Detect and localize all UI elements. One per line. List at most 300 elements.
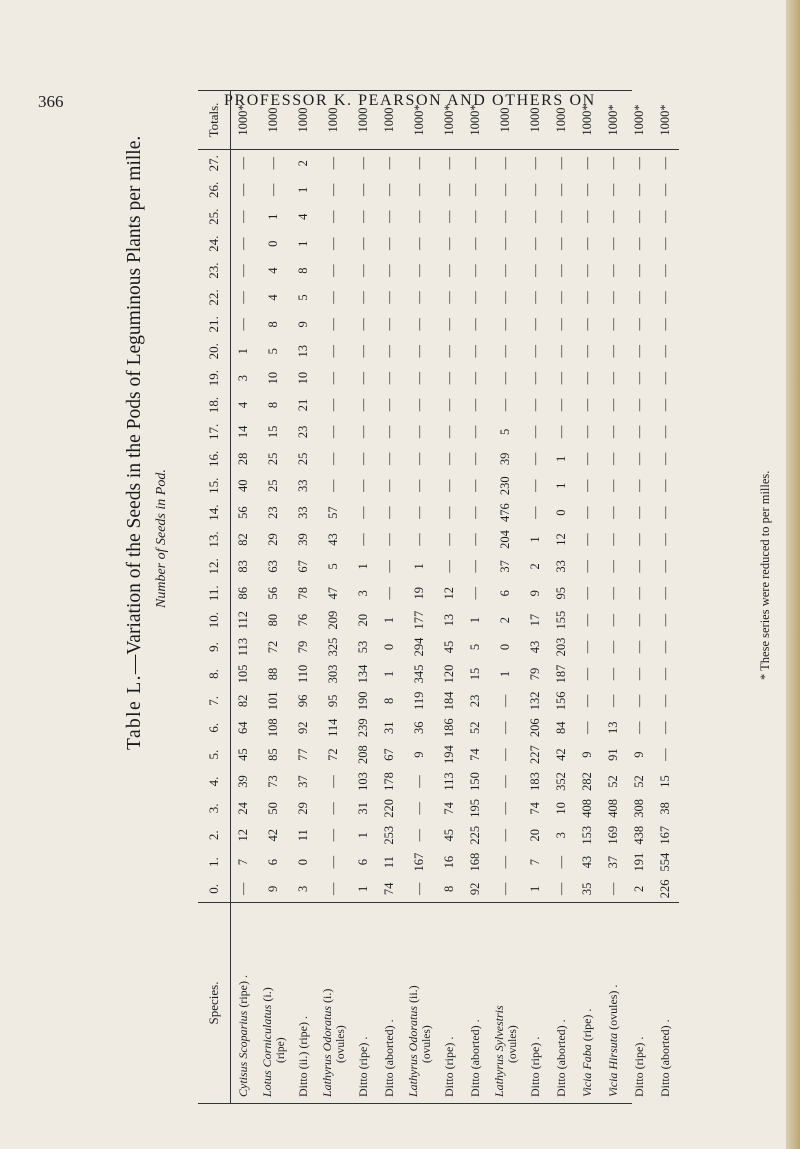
value-cell: — — [658, 371, 672, 385]
value-cell: — — [442, 371, 456, 385]
value-cell: 1 — [356, 832, 370, 839]
value-cell: 1 — [468, 617, 482, 624]
value-cell: — — [236, 237, 251, 250]
value-cell: 0 — [296, 859, 310, 866]
value-cell: — — [326, 479, 340, 492]
value-cell: — — [580, 667, 594, 681]
value-cell: 1 — [296, 240, 310, 247]
column-header: 25. — [198, 203, 231, 230]
value-cell: 4 — [236, 401, 251, 409]
value-cell: 16 — [442, 855, 456, 869]
species-note: Ditto (ripe) . — [356, 1036, 370, 1097]
column-header: 15. — [198, 472, 231, 499]
column-header: 26. — [198, 176, 231, 203]
total-cell: 1000 — [317, 91, 351, 150]
value-cell: — — [580, 506, 594, 519]
value-cell: — — [382, 237, 396, 250]
value-cell: — — [632, 156, 646, 170]
value-cell: 178 — [382, 772, 396, 791]
total-cell: 1000 — [257, 91, 291, 150]
value-cell: 203 — [554, 637, 568, 657]
value-cell: 23 — [468, 694, 482, 708]
value-cell: — — [632, 264, 646, 277]
value-cell: 31 — [356, 802, 370, 815]
value-cell: — — [356, 452, 370, 466]
value-cell: — — [236, 264, 251, 277]
value-cell: — — [382, 587, 396, 600]
species-note: (ripe) . — [580, 1008, 594, 1045]
value-cell: 253 — [382, 825, 396, 845]
column-header: 10. — [198, 607, 231, 634]
value-cell: — — [266, 183, 280, 197]
value-cell: — — [528, 237, 542, 250]
value-cell: 85 — [266, 748, 280, 761]
value-cell: 113 — [236, 637, 251, 657]
value-cell: — — [498, 264, 512, 277]
value-cell: 239 — [356, 718, 370, 738]
value-cell: — — [606, 237, 620, 250]
value-cell: — — [498, 829, 512, 842]
value-cell: — — [580, 533, 594, 546]
value-cell: — — [468, 345, 482, 358]
species-cell — [463, 903, 489, 1104]
value-cell: 8 — [382, 697, 396, 704]
species-name: Vicia Hirsuta — [606, 1032, 620, 1097]
value-cell: — — [528, 156, 542, 170]
value-cell: 63 — [266, 560, 280, 573]
value-cell: — — [412, 318, 426, 331]
value-cell: 408 — [606, 799, 620, 818]
value-cell: 10 — [554, 802, 568, 815]
value-cell: — — [606, 291, 620, 304]
value-cell: — — [382, 264, 396, 277]
value-cell: — — [326, 345, 340, 358]
value-cell: 476 — [498, 503, 512, 522]
value-cell: 103 — [356, 772, 370, 791]
value-cell: 64 — [236, 721, 251, 734]
value-cell: 91 — [606, 748, 620, 761]
value-cell: — — [658, 210, 672, 224]
value-cell: 150 — [468, 772, 482, 791]
value-cell: — — [326, 371, 340, 385]
species-cell — [377, 903, 403, 1104]
value-cell: 37 — [296, 775, 310, 788]
value-cell: — — [412, 156, 426, 170]
value-cell: — — [606, 506, 620, 519]
value-cell: — — [382, 183, 396, 197]
species-cell — [403, 903, 437, 1104]
value-cell: — — [632, 183, 646, 197]
species-cell — [601, 903, 627, 1104]
value-cell: — — [326, 425, 340, 439]
value-cell: 190 — [356, 691, 370, 711]
value-cell: — — [658, 479, 672, 492]
value-cell: — — [606, 560, 620, 573]
value-cell: 345 — [412, 664, 426, 684]
value-cell: 88 — [266, 667, 280, 681]
value-cell: — — [632, 694, 646, 708]
value-cell: — — [468, 237, 482, 250]
page-number: 366 — [38, 92, 64, 111]
value-cell: 227 — [528, 745, 542, 764]
column-header: 8. — [198, 660, 231, 687]
value-cell: 3 — [554, 832, 568, 839]
value-cell: — — [632, 425, 646, 439]
value-cell: — — [606, 318, 620, 331]
value-cell: 7 — [236, 859, 251, 866]
value-cell: 29 — [296, 802, 310, 815]
value-cell: — — [658, 613, 672, 627]
value-cell: — — [382, 398, 396, 412]
species-cell — [317, 903, 351, 1104]
value-cell: 168 — [468, 852, 482, 872]
value-cell: — — [442, 210, 456, 224]
total-cell: 1000* — [231, 91, 257, 150]
value-cell: 6 — [498, 590, 512, 597]
species-note: (ii.) — [406, 985, 420, 1006]
seed-variation-table — [198, 91, 679, 1103]
value-cell: — — [468, 264, 482, 277]
value-cell: — — [554, 345, 568, 358]
value-cell: 28 — [236, 452, 251, 466]
value-cell: — — [468, 371, 482, 385]
value-cell: 57 — [326, 506, 340, 519]
value-cell: 38 — [658, 802, 672, 815]
value-cell: 226 — [658, 879, 672, 899]
value-cell: — — [554, 855, 568, 869]
value-cell: — — [580, 479, 594, 492]
value-cell: 6 — [266, 859, 280, 866]
value-cell: — — [528, 506, 542, 519]
value-cell: 3 — [296, 885, 310, 892]
value-cell: 47 — [326, 587, 340, 600]
value-cell: 5 — [498, 428, 512, 436]
value-cell: — — [580, 156, 594, 170]
value-cell: 79 — [528, 667, 542, 681]
value-cell: 2 — [528, 563, 542, 570]
value-cell: — — [412, 183, 426, 197]
value-cell: 9 — [266, 885, 280, 892]
value-cell: 13 — [296, 345, 310, 358]
value-cell: — — [632, 318, 646, 331]
value-cell: — — [606, 613, 620, 627]
value-cell: 1 — [382, 670, 396, 678]
column-header: 0. — [198, 876, 231, 903]
data-table-wrapper — [198, 90, 672, 1104]
page-edge — [786, 0, 800, 1149]
table-row — [523, 91, 549, 1103]
value-cell: 5 — [468, 643, 482, 651]
species-note: Ditto (aborted) . — [554, 1019, 568, 1097]
value-cell: — — [326, 156, 340, 170]
value-cell: 29 — [266, 533, 280, 546]
total-cell: 1000 — [377, 91, 403, 150]
value-cell: — — [606, 533, 620, 546]
value-cell: 79 — [296, 640, 310, 654]
value-cell: — — [382, 210, 396, 224]
value-cell: 303 — [326, 664, 340, 684]
value-cell: — — [442, 398, 456, 412]
value-cell: 1 — [528, 885, 542, 892]
column-header: 6. — [198, 714, 231, 741]
value-cell: — — [468, 479, 482, 492]
value-cell: — — [606, 156, 620, 170]
value-cell: 31 — [382, 721, 396, 734]
value-cell: — — [468, 210, 482, 224]
species-cell — [351, 903, 377, 1104]
value-cell: 2 — [296, 160, 310, 167]
value-cell: 74 — [468, 748, 482, 761]
value-cell: 39 — [498, 452, 512, 466]
value-cell: — — [554, 210, 568, 224]
table-row — [489, 91, 523, 1103]
species-cell — [653, 903, 679, 1104]
species-note: Ditto (aborted) . — [468, 1019, 482, 1097]
value-cell: — — [468, 533, 482, 546]
value-cell: 5 — [296, 294, 310, 301]
value-cell: 45 — [236, 748, 251, 761]
value-cell: 52 — [468, 721, 482, 734]
value-cell: 1 — [554, 482, 568, 489]
value-cell: 208 — [356, 745, 370, 764]
value-cell: — — [606, 398, 620, 412]
value-cell: 36 — [412, 721, 426, 734]
value-cell: — — [382, 156, 396, 170]
value-cell: — — [580, 721, 594, 734]
value-cell: — — [412, 425, 426, 439]
value-cell: — — [606, 479, 620, 492]
value-cell: 308 — [632, 799, 646, 818]
value-cell: — — [442, 560, 456, 573]
value-cell: 82 — [236, 533, 251, 546]
value-cell: — — [326, 829, 340, 842]
column-header: 13. — [198, 526, 231, 553]
species-note: (ovules) . — [606, 984, 620, 1033]
value-cell: — — [554, 882, 568, 896]
table-row — [575, 91, 601, 1103]
footnote: * These series were reduced to per milles. — [758, 470, 772, 680]
value-cell: 1 — [356, 885, 370, 892]
value-cell: 67 — [296, 560, 310, 573]
species-subline: (ovules) — [421, 1025, 433, 1063]
species-name: Lotus Corniculatus — [260, 1004, 274, 1097]
column-header: 23. — [198, 257, 231, 284]
value-cell: — — [498, 748, 512, 761]
value-cell: 10 — [266, 371, 280, 385]
value-cell: 105 — [236, 664, 251, 684]
value-cell: 42 — [266, 829, 280, 842]
value-cell: — — [554, 425, 568, 439]
column-header: 16. — [198, 445, 231, 472]
value-cell: 554 — [658, 852, 672, 872]
value-cell: — — [356, 210, 370, 224]
value-cell: 177 — [412, 610, 426, 630]
value-cell: — — [356, 264, 370, 277]
value-cell: — — [356, 506, 370, 519]
value-cell: 33 — [554, 560, 568, 573]
value-cell: 134 — [356, 664, 370, 684]
value-cell: — — [412, 829, 426, 842]
value-cell: 230 — [498, 476, 512, 496]
value-cell: 33 — [296, 479, 310, 492]
value-cell: — — [632, 452, 646, 466]
value-cell: 42 — [554, 748, 568, 761]
column-header: 19. — [198, 365, 231, 392]
value-cell: — — [468, 398, 482, 412]
value-cell: — — [606, 345, 620, 358]
value-cell: 110 — [296, 664, 310, 684]
value-cell: — — [528, 210, 542, 224]
column-header: 14. — [198, 499, 231, 526]
column-header: 21. — [198, 311, 231, 338]
value-cell: — — [554, 264, 568, 277]
value-cell: 1 — [528, 536, 542, 543]
value-cell: — — [412, 371, 426, 385]
value-cell: — — [606, 587, 620, 600]
table-row — [231, 91, 257, 1103]
value-cell: — — [580, 345, 594, 358]
value-cell: — — [632, 560, 646, 573]
species-cell — [231, 903, 257, 1104]
value-cell: — — [442, 183, 456, 197]
value-cell: 13 — [606, 721, 620, 734]
value-cell: — — [554, 318, 568, 331]
species-name: Lathyrus Sylvestris — [492, 1005, 506, 1097]
value-cell: — — [236, 291, 251, 304]
value-cell: — — [658, 452, 672, 466]
value-cell: 209 — [326, 610, 340, 630]
value-cell: 4 — [296, 213, 310, 220]
table-row — [463, 91, 489, 1103]
value-cell: — — [356, 398, 370, 412]
value-cell: — — [326, 775, 340, 788]
species-name: Vicia Faba — [580, 1044, 594, 1097]
value-cell: — — [442, 452, 456, 466]
value-cell: — — [580, 425, 594, 439]
value-cell: 17 — [528, 613, 542, 627]
value-cell: — — [632, 345, 646, 358]
value-cell: 195 — [468, 799, 482, 818]
value-cell: 43 — [326, 533, 340, 546]
value-cell: — — [442, 156, 456, 170]
value-cell: — — [236, 882, 251, 896]
value-cell: 15 — [658, 775, 672, 788]
value-cell: 92 — [468, 882, 482, 896]
species-note: (i.) — [260, 987, 274, 1005]
value-cell: — — [580, 560, 594, 573]
value-cell: — — [528, 398, 542, 412]
value-cell: 96 — [296, 694, 310, 708]
value-cell: — — [528, 452, 542, 466]
value-cell: 25 — [296, 452, 310, 466]
table-row — [549, 91, 575, 1103]
species-subline: (ripe) — [275, 1037, 287, 1063]
value-cell: — — [632, 291, 646, 304]
table-row — [257, 91, 291, 1103]
value-cell: — — [580, 452, 594, 466]
value-cell: — — [412, 479, 426, 492]
value-cell: — — [606, 183, 620, 197]
value-cell: 191 — [632, 852, 646, 872]
value-cell: 25 — [266, 479, 280, 492]
value-cell: — — [498, 882, 512, 896]
value-cell: — — [468, 425, 482, 439]
value-cell: — — [658, 667, 672, 681]
value-cell: — — [606, 264, 620, 277]
value-cell: — — [236, 183, 251, 197]
value-cell: 25 — [266, 452, 280, 466]
value-cell: 72 — [326, 748, 340, 761]
table-row — [291, 91, 317, 1103]
value-cell: — — [658, 237, 672, 250]
value-cell: 2 — [632, 885, 646, 892]
total-cell: 1000* — [627, 91, 653, 150]
value-cell: — — [498, 855, 512, 869]
value-cell: — — [632, 210, 646, 224]
value-cell: 43 — [580, 855, 594, 869]
value-cell: — — [412, 533, 426, 546]
value-cell: 77 — [296, 748, 310, 761]
value-cell: — — [326, 452, 340, 466]
value-cell: — — [606, 210, 620, 224]
species-cell — [257, 903, 291, 1104]
value-cell: — — [498, 156, 512, 170]
value-cell: — — [658, 533, 672, 546]
value-cell: — — [580, 640, 594, 654]
value-cell: 1 — [412, 563, 426, 570]
value-cell: — — [498, 721, 512, 734]
value-cell: — — [632, 613, 646, 627]
species-subline: (ovules) — [507, 1025, 519, 1063]
species-name: Lathyrus Odoratus — [406, 1005, 420, 1097]
species-note: Ditto (ripe) . — [632, 1036, 646, 1097]
value-cell: 80 — [266, 613, 280, 627]
value-cell: — — [236, 156, 251, 170]
value-cell: — — [442, 291, 456, 304]
value-cell: — — [632, 587, 646, 600]
totals-header: Totals. — [198, 91, 231, 150]
value-cell: 84 — [554, 721, 568, 734]
value-cell: — — [468, 587, 482, 600]
total-cell: 1000* — [437, 91, 463, 150]
value-cell: — — [442, 318, 456, 331]
value-cell: — — [528, 479, 542, 492]
value-cell: 225 — [468, 825, 482, 845]
species-name: Lathyrus Odoratus — [320, 1005, 334, 1097]
value-cell: 23 — [296, 425, 310, 439]
value-cell: 23 — [266, 506, 280, 519]
value-cell: — — [498, 210, 512, 224]
value-cell: 4 — [266, 267, 280, 274]
value-cell: 206 — [528, 718, 542, 738]
value-cell: 194 — [442, 745, 456, 764]
value-cell: — — [356, 318, 370, 331]
value-cell: 282 — [580, 772, 594, 791]
value-cell: — — [412, 264, 426, 277]
value-cell: — — [356, 371, 370, 385]
species-note: (i.) — [320, 988, 334, 1006]
value-cell: 82 — [236, 694, 251, 708]
value-cell: — — [632, 398, 646, 412]
value-cell: — — [498, 291, 512, 304]
value-cell: 12 — [236, 829, 251, 842]
value-cell: — — [632, 640, 646, 654]
value-cell: 95 — [326, 694, 340, 708]
value-cell: — — [412, 237, 426, 250]
value-cell: 52 — [606, 775, 620, 788]
value-cell: 56 — [236, 506, 251, 519]
value-cell: 21 — [296, 398, 310, 412]
